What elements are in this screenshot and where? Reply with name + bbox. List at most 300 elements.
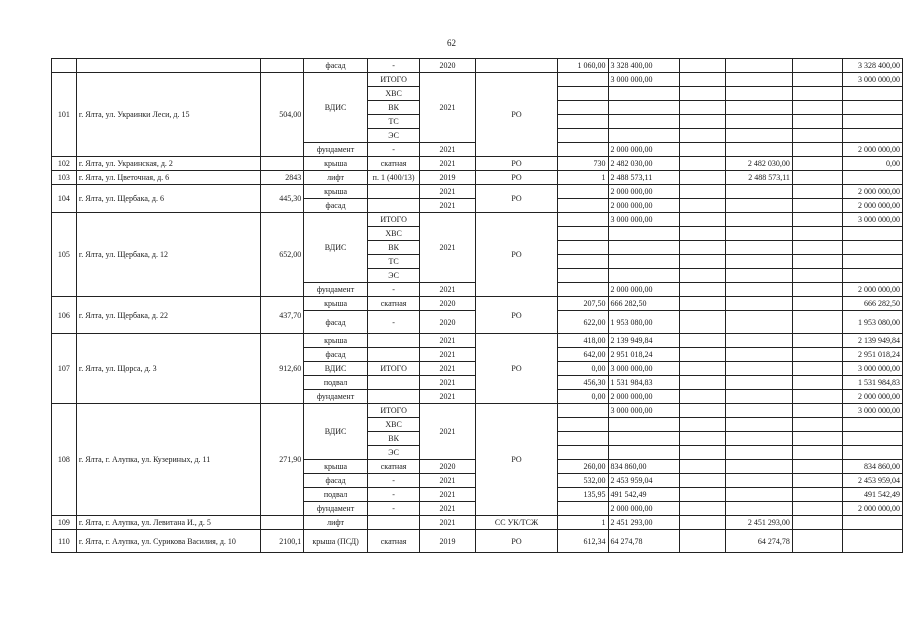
fund-b-cell — [726, 418, 793, 432]
fund-c-cell — [792, 460, 842, 474]
table-row — [52, 171, 903, 185]
cost-cell: 2 000 000,00 — [608, 199, 679, 213]
fund-a-cell — [679, 73, 726, 87]
work-subtype-cell: ВК — [367, 101, 419, 115]
total-cell: 2 000 000,00 — [842, 502, 902, 516]
volume-cell — [558, 73, 608, 87]
year-cell: 2021 — [420, 73, 475, 143]
work-subtype-cell: ИТОГО — [367, 213, 419, 227]
cost-cell: 2 000 000,00 — [608, 283, 679, 297]
fund-b-cell: 2 451 293,00 — [726, 516, 793, 530]
cost-cell: 1 953 080,00 — [608, 311, 679, 334]
fund-c-cell — [792, 213, 842, 227]
cost-cell: 3 000 000,00 — [608, 73, 679, 87]
cost-cell — [608, 227, 679, 241]
cost-cell: 666 282,50 — [608, 297, 679, 311]
table-row — [52, 213, 903, 227]
total-cell: 1 531 984,83 — [842, 376, 902, 390]
work-subtype-cell: скатная — [367, 530, 419, 553]
work-subtype-cell: скатная — [367, 460, 419, 474]
table-row — [52, 297, 903, 311]
volume-cell — [558, 283, 608, 297]
cost-cell: 2 000 000,00 — [608, 185, 679, 199]
work-subtype-cell: ЭС — [367, 129, 419, 143]
volume-cell: 260,00 — [558, 460, 608, 474]
fund-c-cell — [792, 418, 842, 432]
volume-cell — [558, 87, 608, 101]
address-cell: г. Ялта, ул. Щербака, д. 6 — [76, 185, 260, 213]
volume-cell: 622,00 — [558, 311, 608, 334]
table-row — [52, 516, 903, 530]
volume-cell — [558, 418, 608, 432]
work-type-cell: подвал — [304, 488, 368, 502]
volume-cell: 612,34 — [558, 530, 608, 553]
volume-cell — [558, 432, 608, 446]
address-cell: г. Ялта, ул. Украинки Леси, д. 15 — [76, 73, 260, 157]
work-subtype-cell — [367, 390, 419, 404]
year-cell: 2021 — [420, 390, 475, 404]
org-cell: РО — [475, 404, 558, 516]
total-cell: 1 953 080,00 — [842, 311, 902, 334]
fund-c-cell — [792, 115, 842, 129]
work-subtype-cell: ВК — [367, 241, 419, 255]
volume-cell — [558, 241, 608, 255]
area-cell: 437,70 — [260, 297, 303, 334]
fund-b-cell — [726, 334, 793, 348]
work-subtype-cell — [367, 334, 419, 348]
fund-c-cell — [792, 311, 842, 334]
fund-b-cell — [726, 376, 793, 390]
work-subtype-cell: ХВС — [367, 418, 419, 432]
fund-a-cell — [679, 101, 726, 115]
row-number: 103 — [52, 171, 77, 185]
address-cell: г. Ялта, г. Алупка, ул. Сурикова Василия, д. 10 — [76, 530, 260, 553]
fund-c-cell — [792, 157, 842, 171]
fund-a-cell — [679, 348, 726, 362]
fund-a-cell — [679, 59, 726, 73]
year-cell: 2021 — [420, 502, 475, 516]
work-type-cell: фундамент — [304, 390, 368, 404]
fund-c-cell — [792, 446, 842, 460]
cost-cell: 2 139 949,84 — [608, 334, 679, 348]
fund-c-cell — [792, 227, 842, 241]
table-row — [52, 530, 903, 553]
total-cell: 2 000 000,00 — [842, 199, 902, 213]
cost-cell: 64 274,78 — [608, 530, 679, 553]
year-cell: 2021 — [420, 213, 475, 283]
fund-b-cell — [726, 502, 793, 516]
volume-cell: 456,30 — [558, 376, 608, 390]
fund-a-cell — [679, 474, 726, 488]
fund-c-cell — [792, 269, 842, 283]
cost-cell: 2 000 000,00 — [608, 502, 679, 516]
fund-c-cell — [792, 376, 842, 390]
fund-c-cell — [792, 297, 842, 311]
fund-b-cell — [726, 241, 793, 255]
work-subtype-cell: ЭС — [367, 269, 419, 283]
year-cell: 2021 — [420, 185, 475, 199]
fund-c-cell — [792, 404, 842, 418]
table-row — [52, 73, 903, 87]
fund-b-cell — [726, 73, 793, 87]
volume-cell: 0,00 — [558, 390, 608, 404]
fund-c-cell — [792, 283, 842, 297]
work-type-cell: фасад — [304, 59, 368, 73]
fund-c-cell — [792, 171, 842, 185]
year-cell: 2020 — [420, 311, 475, 334]
total-cell — [842, 171, 902, 185]
cost-cell: 3 328 400,00 — [608, 59, 679, 73]
work-subtype-cell: - — [367, 502, 419, 516]
cost-cell: 2 000 000,00 — [608, 390, 679, 404]
year-cell: 2021 — [420, 404, 475, 460]
fund-b-cell — [726, 362, 793, 376]
org-cell: РО — [475, 530, 558, 553]
work-subtype-cell: - — [367, 311, 419, 334]
fund-b-cell — [726, 185, 793, 199]
work-type-cell: лифт — [304, 171, 368, 185]
total-cell: 0,00 — [842, 157, 902, 171]
work-type-cell: крыша — [304, 297, 368, 311]
volume-cell: 642,00 — [558, 348, 608, 362]
table-row — [52, 334, 903, 348]
cost-cell: 2 951 018,24 — [608, 348, 679, 362]
org-cell — [475, 59, 558, 73]
work-subtype-cell: ИТОГО — [367, 404, 419, 418]
row-number: 110 — [52, 530, 77, 553]
fund-c-cell — [792, 143, 842, 157]
work-type-cell: ВДИС — [304, 213, 368, 283]
page-number: 62 — [447, 38, 456, 48]
work-type-cell: фундамент — [304, 502, 368, 516]
volume-cell — [558, 213, 608, 227]
cost-cell: 3 000 000,00 — [608, 213, 679, 227]
volume-cell — [558, 269, 608, 283]
total-cell: 2 000 000,00 — [842, 185, 902, 199]
volume-cell — [558, 404, 608, 418]
fund-a-cell — [679, 199, 726, 213]
row-number: 109 — [52, 516, 77, 530]
volume-cell — [558, 227, 608, 241]
volume-cell — [558, 129, 608, 143]
year-cell: 2021 — [420, 199, 475, 213]
org-cell: СС УК/ТСЖ — [475, 516, 558, 530]
work-subtype-cell — [367, 199, 419, 213]
work-type-cell: ВДИС — [304, 404, 368, 460]
fund-b-cell — [726, 101, 793, 115]
year-cell: 2021 — [420, 362, 475, 376]
fund-c-cell — [792, 488, 842, 502]
work-type-cell: фундамент — [304, 143, 368, 157]
fund-b-cell — [726, 255, 793, 269]
fund-a-cell — [679, 283, 726, 297]
fund-a-cell — [679, 516, 726, 530]
cost-cell — [608, 241, 679, 255]
fund-c-cell — [792, 87, 842, 101]
cost-cell — [608, 432, 679, 446]
total-cell — [842, 446, 902, 460]
total-cell — [842, 227, 902, 241]
fund-a-cell — [679, 418, 726, 432]
work-type-cell: фасад — [304, 311, 368, 334]
fund-b-cell — [726, 297, 793, 311]
fund-a-cell — [679, 241, 726, 255]
year-cell: 2021 — [420, 143, 475, 157]
work-subtype-cell — [367, 516, 419, 530]
fund-b-cell — [726, 115, 793, 129]
org-cell: РО — [475, 213, 558, 297]
fund-b-cell: 2 482 030,00 — [726, 157, 793, 171]
fund-b-cell: 2 488 573,11 — [726, 171, 793, 185]
fund-a-cell — [679, 185, 726, 199]
work-type-cell: лифт — [304, 516, 368, 530]
work-type-cell: ВДИС — [304, 73, 368, 143]
org-cell: РО — [475, 157, 558, 171]
cost-cell: 1 531 984,83 — [608, 376, 679, 390]
fund-b-cell — [726, 199, 793, 213]
cost-cell: 2 482 030,00 — [608, 157, 679, 171]
total-cell — [842, 516, 902, 530]
work-type-cell: подвал — [304, 376, 368, 390]
row-number: 108 — [52, 404, 77, 516]
work-type-cell: ВДИС — [304, 362, 368, 376]
fund-b-cell — [726, 87, 793, 101]
fund-b-cell — [726, 129, 793, 143]
fund-c-cell — [792, 73, 842, 87]
work-type-cell: крыша — [304, 334, 368, 348]
total-cell — [842, 530, 902, 553]
area-cell: 2100,1 — [260, 530, 303, 553]
total-cell: 491 542,49 — [842, 488, 902, 502]
cost-cell — [608, 87, 679, 101]
year-cell: 2020 — [420, 297, 475, 311]
fund-c-cell — [792, 362, 842, 376]
total-cell — [842, 129, 902, 143]
fund-b-cell — [726, 311, 793, 334]
fund-a-cell — [679, 311, 726, 334]
fund-a-cell — [679, 115, 726, 129]
volume-cell — [558, 446, 608, 460]
year-cell: 2021 — [420, 376, 475, 390]
area-cell: 504,00 — [260, 73, 303, 157]
fund-a-cell — [679, 227, 726, 241]
fund-c-cell — [792, 129, 842, 143]
volume-cell — [558, 101, 608, 115]
area-cell: 652,00 — [260, 213, 303, 297]
volume-cell: 532,00 — [558, 474, 608, 488]
row-number: 106 — [52, 297, 77, 334]
total-cell — [842, 115, 902, 129]
area-cell: 445,30 — [260, 185, 303, 213]
fund-a-cell — [679, 376, 726, 390]
work-type-cell: крыша — [304, 157, 368, 171]
fund-a-cell — [679, 269, 726, 283]
fund-b-cell — [726, 227, 793, 241]
total-cell: 834 860,00 — [842, 460, 902, 474]
work-subtype-cell: ИТОГО — [367, 362, 419, 376]
total-cell: 3 000 000,00 — [842, 404, 902, 418]
fund-a-cell — [679, 129, 726, 143]
area-cell: 271,90 — [260, 404, 303, 516]
total-cell: 3 000 000,00 — [842, 73, 902, 87]
total-cell: 2 453 959,04 — [842, 474, 902, 488]
cost-cell — [608, 446, 679, 460]
work-subtype-cell — [367, 185, 419, 199]
volume-cell: 1 — [558, 171, 608, 185]
work-type-cell: крыша (ПСД) — [304, 530, 368, 553]
row-number: 104 — [52, 185, 77, 213]
fund-c-cell — [792, 185, 842, 199]
area-cell: 2843 — [260, 171, 303, 185]
fund-c-cell — [792, 59, 842, 73]
total-cell — [842, 255, 902, 269]
fund-c-cell — [792, 474, 842, 488]
volume-cell — [558, 255, 608, 269]
fund-b-cell — [726, 432, 793, 446]
volume-cell: 1 — [558, 516, 608, 530]
fund-b-cell — [726, 348, 793, 362]
row-number — [52, 59, 77, 73]
work-subtype-cell: ТС — [367, 115, 419, 129]
work-type-cell: фундамент — [304, 283, 368, 297]
cost-cell: 2 000 000,00 — [608, 143, 679, 157]
cost-cell — [608, 101, 679, 115]
total-cell: 2 951 018,24 — [842, 348, 902, 362]
row-number: 107 — [52, 334, 77, 404]
table-row — [52, 185, 903, 199]
cost-cell — [608, 115, 679, 129]
area-cell — [260, 59, 303, 73]
fund-c-cell — [792, 516, 842, 530]
year-cell: 2021 — [420, 157, 475, 171]
year-cell: 2021 — [420, 488, 475, 502]
fund-c-cell — [792, 241, 842, 255]
cost-cell: 491 542,49 — [608, 488, 679, 502]
fund-a-cell — [679, 404, 726, 418]
fund-a-cell — [679, 171, 726, 185]
fund-c-cell — [792, 255, 842, 269]
address-cell: г. Ялта, ул. Щорса, д. 3 — [76, 334, 260, 404]
work-subtype-cell: скатная — [367, 297, 419, 311]
row-number: 101 — [52, 73, 77, 157]
volume-cell — [558, 502, 608, 516]
year-cell: 2021 — [420, 334, 475, 348]
volume-cell: 1 060,00 — [558, 59, 608, 73]
work-subtype-cell: ХВС — [367, 87, 419, 101]
fund-a-cell — [679, 488, 726, 502]
total-cell — [842, 432, 902, 446]
fund-a-cell — [679, 390, 726, 404]
fund-b-cell — [726, 143, 793, 157]
fund-b-cell — [726, 460, 793, 474]
volume-cell: 418,00 — [558, 334, 608, 348]
fund-a-cell — [679, 143, 726, 157]
work-type-cell: крыша — [304, 185, 368, 199]
work-type-cell: крыша — [304, 460, 368, 474]
fund-c-cell — [792, 432, 842, 446]
fund-a-cell — [679, 460, 726, 474]
total-cell: 2 000 000,00 — [842, 390, 902, 404]
fund-b-cell: 64 274,78 — [726, 530, 793, 553]
year-cell: 2019 — [420, 530, 475, 553]
total-cell: 3 328 400,00 — [842, 59, 902, 73]
fund-b-cell — [726, 213, 793, 227]
work-type-cell: фасад — [304, 199, 368, 213]
fund-c-cell — [792, 390, 842, 404]
org-cell: РО — [475, 171, 558, 185]
total-cell — [842, 87, 902, 101]
fund-a-cell — [679, 87, 726, 101]
work-subtype-cell: ТС — [367, 255, 419, 269]
year-cell: 2020 — [420, 59, 475, 73]
fund-b-cell — [726, 446, 793, 460]
work-subtype-cell: скатная — [367, 157, 419, 171]
work-subtype-cell: ИТОГО — [367, 73, 419, 87]
cost-cell: 834 860,00 — [608, 460, 679, 474]
total-cell — [842, 269, 902, 283]
year-cell: 2021 — [420, 474, 475, 488]
year-cell: 2019 — [420, 171, 475, 185]
work-subtype-cell: - — [367, 143, 419, 157]
work-subtype-cell: - — [367, 59, 419, 73]
fund-c-cell — [792, 502, 842, 516]
volume-cell — [558, 115, 608, 129]
work-type-cell: фасад — [304, 348, 368, 362]
fund-a-cell — [679, 157, 726, 171]
volume-cell: 730 — [558, 157, 608, 171]
fund-b-cell — [726, 283, 793, 297]
work-subtype-cell — [367, 348, 419, 362]
year-cell: 2021 — [420, 516, 475, 530]
fund-b-cell — [726, 269, 793, 283]
cost-cell — [608, 129, 679, 143]
fund-c-cell — [792, 348, 842, 362]
total-cell: 3 000 000,00 — [842, 213, 902, 227]
org-cell: РО — [475, 334, 558, 404]
cost-cell: 3 000 000,00 — [608, 362, 679, 376]
fund-b-cell — [726, 390, 793, 404]
work-subtype-cell: ХВС — [367, 227, 419, 241]
work-subtype-cell: - — [367, 488, 419, 502]
volume-cell: 207,50 — [558, 297, 608, 311]
fund-a-cell — [679, 334, 726, 348]
work-subtype-cell: - — [367, 474, 419, 488]
area-cell — [260, 157, 303, 171]
work-subtype-cell: ЭС — [367, 446, 419, 460]
org-cell: РО — [475, 185, 558, 213]
fund-b-cell — [726, 59, 793, 73]
row-number: 105 — [52, 213, 77, 297]
fund-c-cell — [792, 334, 842, 348]
fund-b-cell — [726, 474, 793, 488]
address-cell — [76, 59, 260, 73]
volume-cell — [558, 199, 608, 213]
address-cell: г. Ялта, г. Алупка, ул. Левитана И., д. 5 — [76, 516, 260, 530]
work-subtype-cell: п. 1 (400/13) — [367, 171, 419, 185]
volume-cell — [558, 143, 608, 157]
cost-cell — [608, 255, 679, 269]
fund-a-cell — [679, 297, 726, 311]
year-cell: 2021 — [420, 283, 475, 297]
area-cell: 912,60 — [260, 334, 303, 404]
repair-program-table — [51, 58, 903, 553]
total-cell — [842, 101, 902, 115]
fund-c-cell — [792, 101, 842, 115]
work-subtype-cell: - — [367, 283, 419, 297]
year-cell: 2021 — [420, 348, 475, 362]
fund-a-cell — [679, 502, 726, 516]
area-cell — [260, 516, 303, 530]
